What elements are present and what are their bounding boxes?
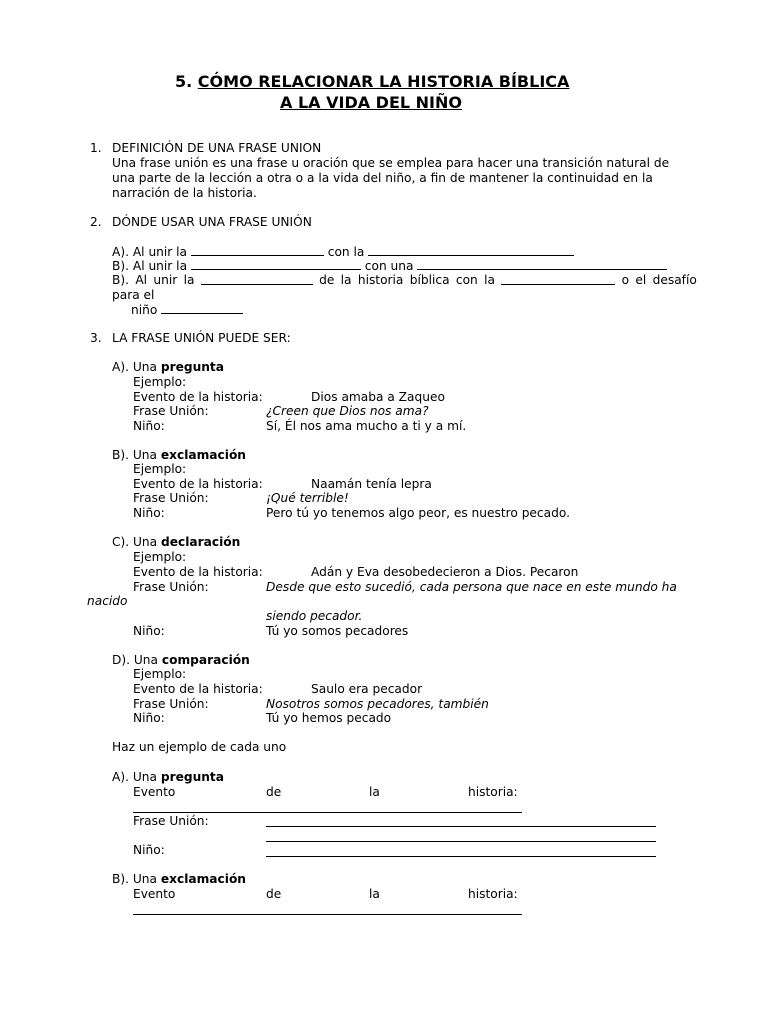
word: Evento	[133, 887, 176, 901]
nino-label: Niño:	[133, 419, 165, 433]
exercise-intro: Haz un ejemplo de cada uno	[112, 740, 287, 754]
blank-field[interactable]	[201, 273, 313, 285]
nino-value: Sí, Él nos ama mucho a ti y a mí.	[266, 419, 467, 433]
blank-field[interactable]	[501, 273, 615, 285]
evento-label: Evento de la historia:	[133, 682, 263, 696]
type-label: comparación	[161, 653, 250, 667]
exercise-b-heading	[112, 872, 246, 887]
title-number: 5.	[175, 72, 193, 91]
section-1-line-3: narración de la historia.	[112, 186, 257, 200]
frase-label: Frase Unión:	[133, 404, 209, 418]
evento-value: Saulo era pecador	[311, 682, 423, 696]
word: A). Una	[112, 770, 157, 784]
evento-label: Evento de la historia:	[133, 477, 263, 491]
blank-field[interactable]	[368, 244, 574, 256]
word: Evento	[133, 785, 176, 799]
item-c-line-2: para el	[112, 288, 155, 302]
title-line-2: A LA VIDA DEL NIÑO	[280, 93, 462, 112]
frase-value: Nosotros somos pecadores, también	[266, 697, 489, 711]
nino-value: Pero tú yo tenemos algo peor, es nuestro pecado.	[266, 506, 570, 520]
answer-line[interactable]	[133, 914, 522, 915]
section-1-number: 1.	[90, 141, 102, 155]
nino-value: Tú yo somos pecadores	[266, 624, 409, 638]
blank-field[interactable]	[191, 244, 324, 256]
word: C). Una	[112, 535, 158, 549]
evento-value: Dios amaba a Zaqueo	[311, 390, 445, 404]
word: con	[455, 273, 478, 287]
word: la	[369, 887, 380, 901]
type-label: exclamación	[160, 872, 246, 886]
word: o	[621, 273, 630, 287]
word: A). Una	[112, 360, 157, 374]
word: B). Una	[112, 448, 157, 462]
word: desafío	[652, 273, 697, 287]
type-d-heading	[112, 653, 250, 668]
frase-label: Frase Unión:	[133, 697, 209, 711]
ejemplo-label: Ejemplo:	[133, 375, 187, 389]
word: Al	[135, 273, 148, 287]
word: niño	[131, 303, 158, 317]
word: B).	[112, 273, 129, 287]
word: la	[369, 785, 380, 799]
type-label: pregunta	[160, 360, 224, 374]
section-3-heading: LA FRASE UNIÓN PUEDE SER:	[112, 331, 291, 345]
section-2-item-b	[112, 258, 667, 274]
section-1-line-2: una parte de la lección a otra o a la vida del niño, a fin de mantener la continuidad en la	[112, 171, 653, 185]
word: la	[484, 273, 495, 287]
blank-field[interactable]	[191, 258, 361, 270]
nino-label: Niño:	[133, 843, 165, 857]
word: de	[266, 785, 282, 799]
section-3-number: 3.	[90, 331, 102, 345]
item-c-line-3	[131, 302, 243, 318]
word: de	[266, 887, 282, 901]
answer-line[interactable]	[266, 856, 656, 857]
evento-label: Evento de la historia:	[133, 390, 263, 404]
item-b-mid: con una	[364, 259, 414, 273]
frase-value: ¿Creen que Dios nos ama?	[266, 404, 429, 418]
frase-label: Frase Unión:	[133, 491, 209, 505]
ejemplo-label: Ejemplo:	[133, 550, 187, 564]
word: el	[635, 273, 647, 287]
section-1-line-1: Una frase unión es una frase u oración que se emplea para hacer una transición natural de	[112, 156, 670, 170]
word: bíblica	[409, 273, 450, 287]
blank-field[interactable]	[417, 258, 667, 270]
word: historia:	[468, 887, 518, 901]
word: historia	[357, 273, 404, 287]
frase-label: Frase Unión:	[133, 580, 209, 594]
word: unir	[153, 273, 178, 287]
ejemplo-label: Ejemplo:	[133, 462, 187, 476]
answer-line[interactable]	[266, 826, 656, 827]
title-line-1	[175, 72, 569, 92]
frase-value-wrap: nacido	[87, 594, 128, 608]
word: la	[340, 273, 352, 287]
item-a-mid: con la	[327, 245, 365, 259]
ejemplo-label: Ejemplo:	[133, 667, 187, 681]
nino-value: Tú yo hemos pecado	[266, 711, 392, 725]
frase-label: Frase Unión:	[133, 814, 209, 828]
answer-line[interactable]	[133, 812, 522, 813]
section-2-number: 2.	[90, 215, 102, 229]
item-a-label: A). Al unir la	[112, 245, 188, 259]
exercise-a-heading	[112, 770, 224, 785]
nino-label: Niño:	[133, 711, 165, 725]
blank-field[interactable]	[161, 302, 243, 314]
word: de	[319, 273, 335, 287]
evento-label: Evento de la historia:	[133, 565, 263, 579]
type-label: exclamación	[160, 448, 246, 462]
word: D). Una	[112, 653, 159, 667]
item-b-label: B). Al unir la	[112, 259, 188, 273]
frase-value-cont: siendo pecador.	[266, 609, 363, 623]
evento-value: Adán y Eva desobedecieron a Dios. Pecaron	[311, 565, 579, 579]
word: B). Una	[112, 872, 157, 886]
type-c-heading	[112, 535, 240, 550]
frase-value: ¡Qué terrible!	[266, 491, 349, 505]
type-label: pregunta	[160, 770, 224, 784]
type-label: declaración	[161, 535, 241, 549]
type-a-heading	[112, 360, 224, 375]
evento-value: Naamán tenía lepra	[311, 477, 432, 491]
type-b-heading	[112, 448, 246, 463]
word: la	[183, 273, 195, 287]
frase-value: Desde que esto sucedió, cada persona que nace en este mundo ha	[266, 580, 677, 594]
section-1-heading: DEFINICIÓN DE UNA FRASE UNION	[112, 141, 322, 155]
nino-label: Niño:	[133, 506, 165, 520]
title-text-1: CÓMO RELACIONAR LA HISTORIA BÍBLICA	[197, 72, 570, 91]
section-2-item-c	[112, 273, 697, 288]
nino-label: Niño:	[133, 624, 165, 638]
word: historia:	[468, 785, 518, 799]
answer-line[interactable]	[266, 841, 656, 842]
section-2-heading: DÓNDE USAR UNA FRASE UNIÓN	[112, 215, 312, 229]
